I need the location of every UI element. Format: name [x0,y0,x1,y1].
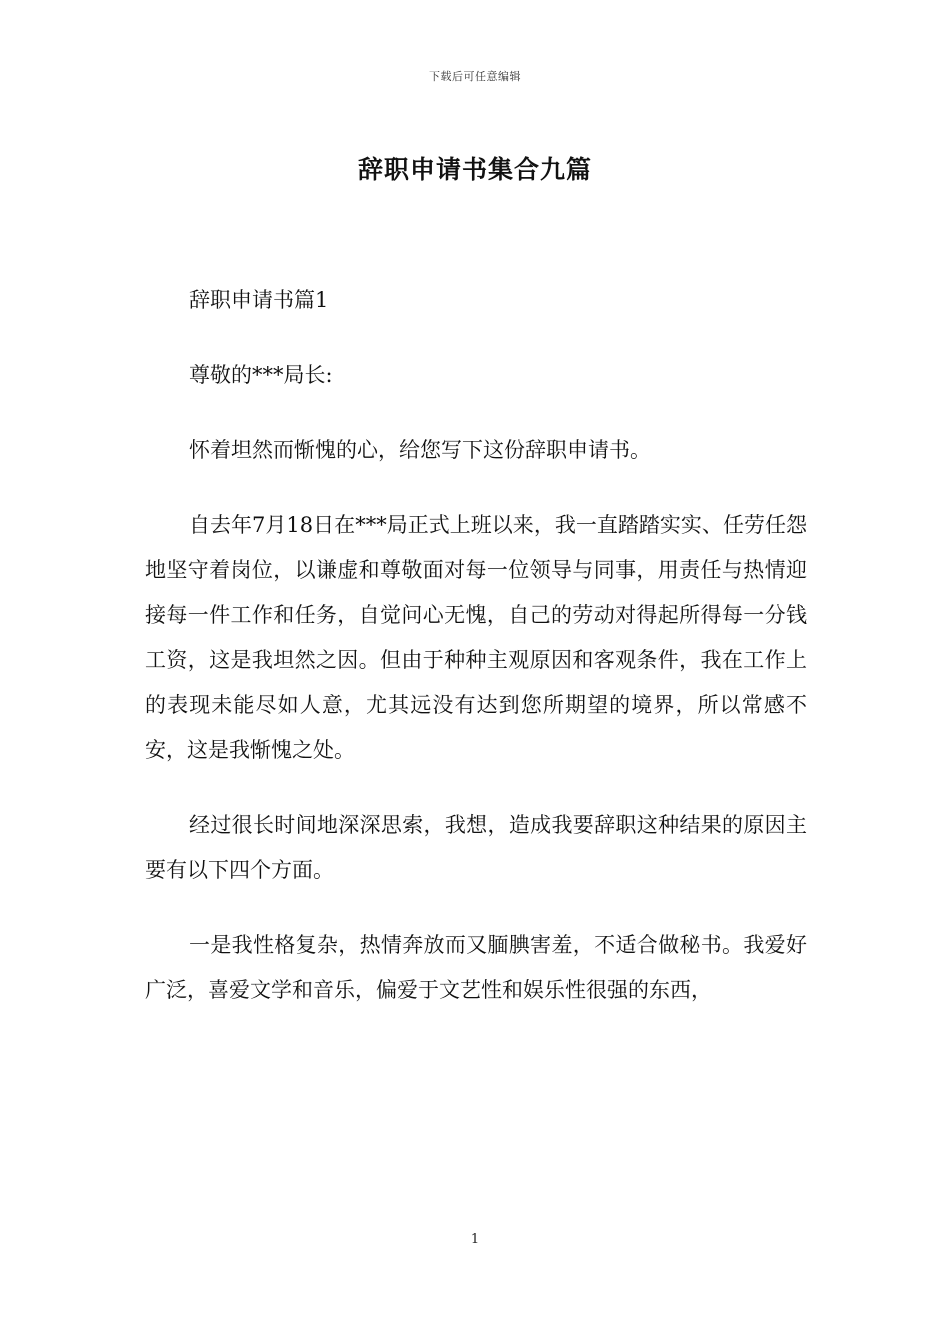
page-number: 1 [470,1232,480,1247]
body-paragraph: 怀着坦然而惭愧的心，给您写下这份辞职申请书。 [189,438,651,462]
body-paragraph: 一是我性格复杂，热情奔放而又腼腆害羞，不适合做秘书。我爱好广泛，喜爱文学和音乐，偏爱于文艺性和娱乐性很强的东西， [145,933,807,1002]
document-title: 辞职申请书集合九篇 [357,155,592,184]
header-note: 下载后可任意编辑 [429,70,521,83]
document-body [145,278,807,1043]
body-paragraph: 经过很长时间地深深思索，我想，造成我要辞职这种结果的原因主要有以下四个方面。 [145,813,807,882]
salutation: 尊敬的***局长: [189,363,333,387]
body-paragraph: 自去年7月18日在***局正式上班以来，我一直踏踏实实、任劳任怨地坚守着岗位，以谦虚和尊敬面对每一位领导与同事，用责任与热情迎接每一件工作和任务，自觉问心无愧，自己的劳动对得起所得每一分钱工资，这是我坦然之因。但由于种种主观原因和客观条件，我在工作上的表现未能尽如人意，尤其远没有达到您所期望的境界，所以常感不安，这是我惭愧之处。 [145,513,807,762]
section-heading: 辞职申请书篇1 [189,288,329,312]
